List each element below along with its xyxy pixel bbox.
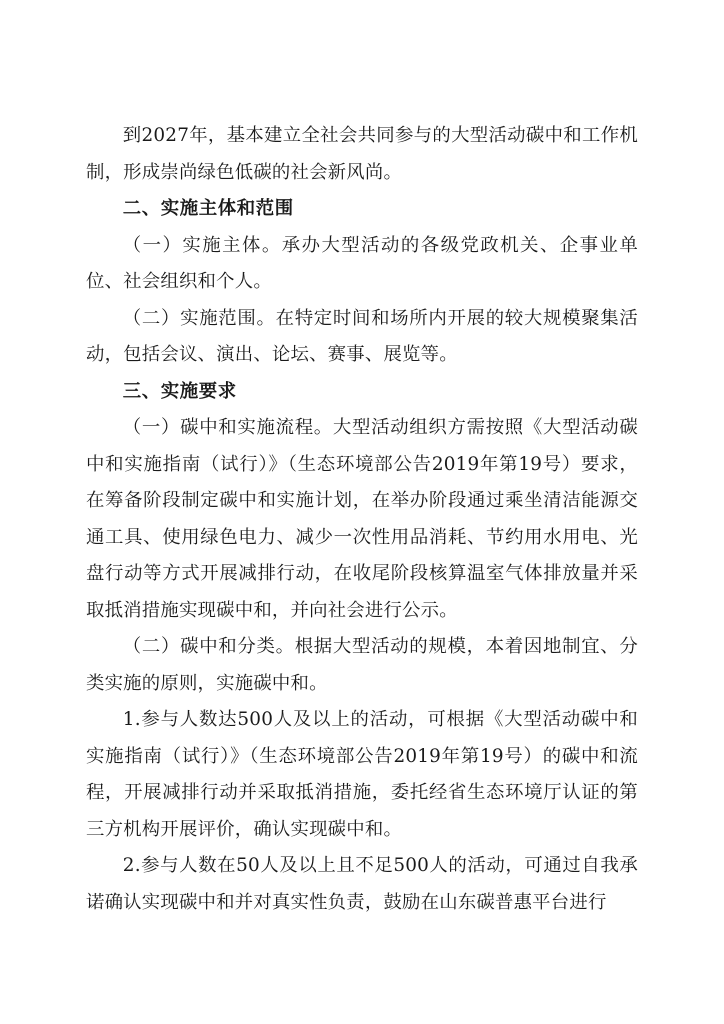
paragraph-lead: （二）碳中和分类。 bbox=[122, 636, 295, 657]
paragraph-process bbox=[86, 410, 638, 629]
list-item-2: 2.参与人数在50人及以上且不足500人的活动，可通过自我承诺确认实现碳中和并对真实性负责，鼓励在山东碳普惠平台进行 bbox=[86, 855, 638, 913]
paragraph-text: 大型活动组织方需按照《大型活动碳中和实施指南（试行）》（生态环境部公告2019年第19号）要求，在筹备阶段制定碳中和实施计划，在举办阶段通过乘坐清洁能源交通工具、使用绿色电力、减少一次性用品消耗、节约用水用电、光盘行动等方式开展减排行动，在收尾阶段核算温室气体排放量并采取抵消措施实现碳中和，并向社会进行公示。 bbox=[86, 417, 639, 621]
list-item-1: 1.参与人数达500人及以上的活动，可根据《大型活动碳中和实施指南（试行）》（生态环境部公告2019年第19号）的碳中和流程，开展减排行动并采取抵消措施，委托经省生态环境厅认证的第三方机构开展评价，确认实现碳中和。 bbox=[86, 709, 638, 840]
paragraph-lead: （一）碳中和实施流程。 bbox=[122, 417, 333, 438]
section-heading-2: 二、实施主体和范围 bbox=[122, 198, 294, 219]
paragraph-lead: （一）实施主体。 bbox=[122, 234, 282, 256]
paragraph-lead: （二）实施范围。 bbox=[122, 307, 276, 329]
paragraph-classification bbox=[86, 629, 638, 702]
paragraph-goal: 到2027年，基本建立全社会共同参与的大型活动碳中和工作机制，形成崇尚绿色低碳的社会新风尚。 bbox=[86, 125, 638, 183]
section-heading-3: 三、实施要求 bbox=[122, 380, 237, 402]
document-body bbox=[86, 118, 638, 921]
paragraph-implementation-scope bbox=[86, 301, 638, 374]
paragraph-text: 根据大型活动的规模，本着因地制宜、分类实施的原则，实施碳中和。 bbox=[86, 636, 638, 694]
paragraph-text: 承办大型活动的各级党政机关、企事业单位、社会组织和个人。 bbox=[86, 234, 638, 292]
paragraph-text: 在特定时间和场所内开展的较大规模聚集活动，包括会议、演出、论坛、赛事、展览等。 bbox=[86, 307, 638, 365]
paragraph-implementation-subject bbox=[86, 228, 638, 301]
